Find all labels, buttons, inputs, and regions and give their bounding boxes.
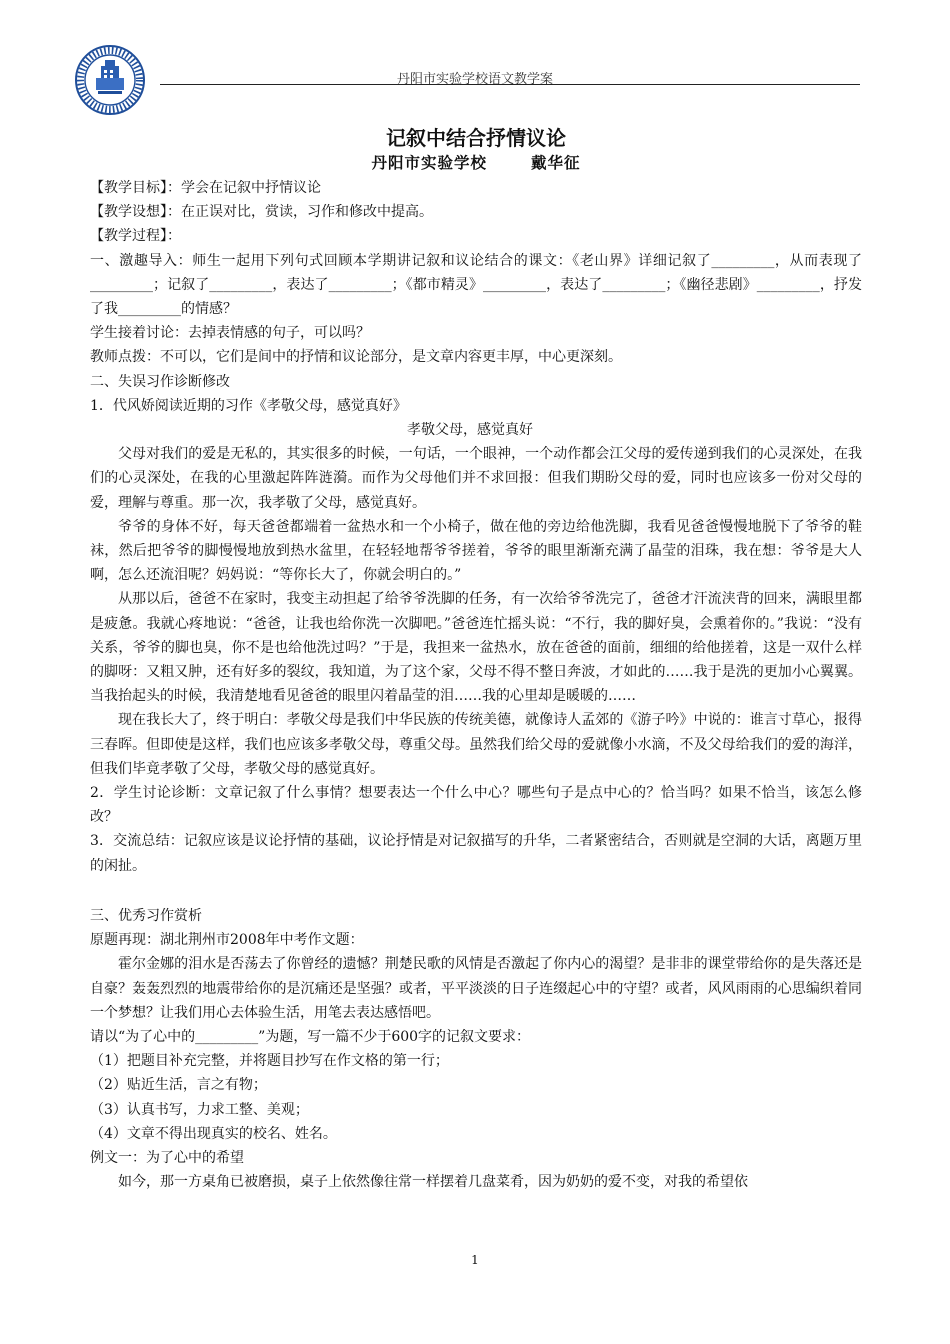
essay-paragraph: 现在我长大了，终于明白：孝敬父母是我们中华民族的传统美德，就像诗人孟郊的《游子吟》中说的：谁言寸草心，报得三春晖。但即使是这样，我们也应该多孝敬父母，尊重父母。虽然我们给父母的爱就像小水滴，不及父母给我们的爱的海洋，但我们毕竟孝敬了父母，孝敬父母的感觉真好。 [90,712,862,777]
requirement-item: （2）贴近生活，言之有物； [90,1077,267,1094]
teaching-plan: 【教学设想】：在正误对比，赏读，习作和修改中提高。 [90,204,433,221]
exam-source: 原题再现：湖北荆州市2008年中考作文题： [90,932,364,949]
essay-intro-line: 1．代风娇阅读近期的习作《孝敬父母，感觉真好》 [90,397,407,414]
requirement-item: （1）把题目补充完整，并将题目抄写在作文格的第一行； [90,1053,449,1070]
student-discussion: 学生接着讨论：去掉表情感的句子，可以吗？ [90,325,370,342]
essay-paragraph: 父母对我们的爱是无私的，其实很多的时候，一句话，一个眼神，一个动作都会江父母的爱传递到我们的心灵深处，在我们的心灵深处，在我的心里激起阵阵涟漪。而作为父母他们并不求回报：但我们期盼父母的爱，同时也应该多一份对父母的爱，理解与尊重。那一次，我孝敬了父母，感觉真好。 [90,446,862,511]
requirement-item: （4）文章不得出现真实的校名、姓名。 [90,1125,337,1142]
document-body [90,124,862,1194]
section-3-heading: 三、优秀习作赏析 [90,907,202,924]
byline-author: 戴华征 [531,153,581,172]
document-title: 记叙中结合抒情议论 [386,126,566,150]
sample-essay-paragraph: 如今，那一方桌角已被磨损，桌子上依然像往常一样摆着几盘菜肴，因为奶奶的爱不变，对我的希望依 [118,1174,748,1191]
teacher-comment: 教师点拨：不可以，它们是间中的抒情和议论部分，是文章内容更丰厚，中心更深刻。 [90,349,622,366]
essay-paragraph: 爷爷的身体不好，每天爸爸都端着一盆热水和一个小椅子，做在他的旁边给他洗脚，我看见爸爸慢慢地脱下了爷爷的鞋袜，然后把爷爷的脚慢慢地放到热水盆里，在轻轻地帮爷爷搓着，爷爷的眼里渐渐充满了晶莹的泪珠，我在想：爷爷是大人啊，怎么还流泪呢？妈妈说：“等你长大了，你就会明白的。” [90,518,862,584]
sample-essay-title: 例文一：为了心中的希望 [90,1149,244,1166]
byline-school: 丹阳市实验学校 [371,153,487,172]
header-rule [160,84,860,85]
page-number: 1 [471,1253,479,1267]
summary: 3．交流总结：记叙应该是议论抒情的基础，议论抒情是对记叙描写的升华，二者紧密结合，否则就是空洞的大话，离题万里的闲扯。 [90,833,862,874]
page-header-title: 丹阳市实验学校语文教学案 [396,72,553,87]
section-1-intro: 一、激趣导入：师生一起用下列句式回顾本学期讲记叙和议论结合的课文：《老山界》详细记叙了_________，从而表现了_________；记叙了_________，表达了_________；《都市精灵》_________，表达了_________；《幽径悲剧》_________，抒发了我_________的情感？ [90,252,862,318]
teaching-process-heading: 【教学过程】： [90,228,181,245]
task-instruction: 请以“为了心中的_________”为题，写一篇不少于600字的记叙文要求： [90,1028,531,1045]
exam-prompt: 霍尔金娜的泪水是否荡去了你曾经的遗憾？荆楚民歌的风情是否激起了你内心的渴望？是非非的课堂带给你的是失落还是自豪？轰轰烈烈的地震带给你的是沉痛还是坚强？或者，平平淡淡的日子连缀起心中的守望？或者，风风雨雨的心思编织着同一个梦想？让我们用心去体验生活，用笔去表达感悟吧。 [90,956,862,1021]
requirement-item: （3）认真书写，力求工整、美观； [90,1101,309,1118]
discussion-question: 2．学生讨论诊断：文章记叙了什么事情？想要表达一个什么中心？哪些句子是点中心的？恰当吗？如果不恰当，该怎么修改？ [90,785,862,826]
byline [90,152,862,174]
section-2-heading: 二、失误习作诊断修改 [90,373,230,390]
essay-title: 孝敬父母，感觉真好 [407,422,533,439]
teaching-goal: 【教学目标】：学会在记叙中抒情议论 [90,180,321,196]
essay-paragraph: 从那以后，爸爸不在家时，我变主动担起了给爷爷洗脚的任务，有一次给爷爷洗完了，爸爸才汗流浃背的回来，满眼里都是疲惫。我就心疼地说：“爸爸，让我也给你洗一次脚吧。”爸爸连忙摇头说：“不行，我的脚好臭，会熏着你的。”我说：“没有关系，爷爷的脚也臭，你不是也给他洗过吗？”于是，我担来一盆热水，放在爸爸的面前，细细的给他搓着，这是一双什么样的脚呀：又粗又肿，还有好多的裂纹，我知道，为了这个家，父母不得不整日奔波，才如此的……我于是洗的更加小心翼翼。当我抬起头的时候，我清楚地看见爸爸的眼里闪着晶莹的泪……我的心里却是暖暖的…… [90,591,862,705]
